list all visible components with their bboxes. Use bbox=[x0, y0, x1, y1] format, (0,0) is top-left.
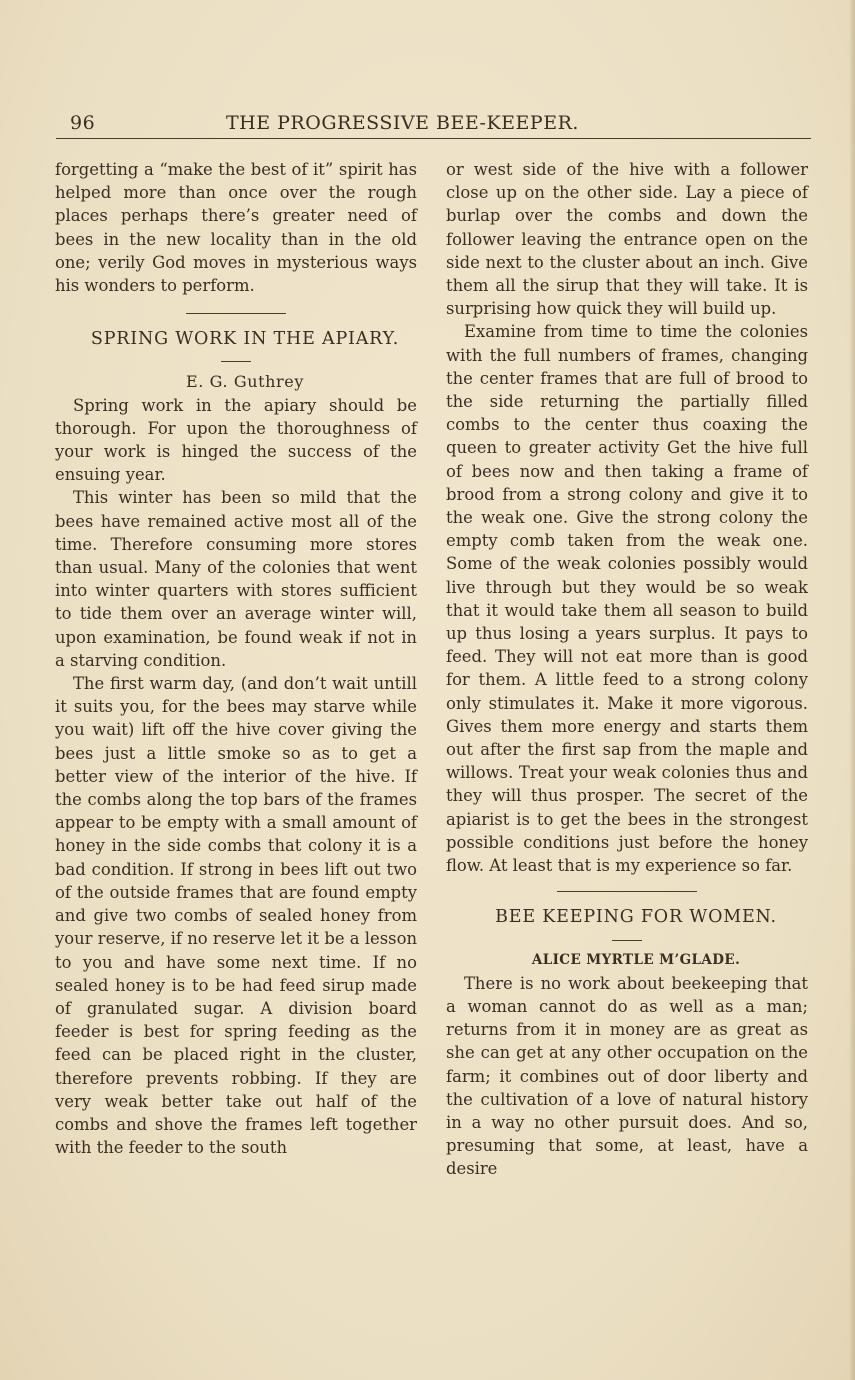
section-divider bbox=[557, 891, 697, 892]
article-author: E. G. Guthrey bbox=[185, 372, 304, 392]
continued-paragraph: forgetting a “make the best of it” spirit has helped more than once over the rough places perhaps there’s greater need of bees in the new locality than in the old one; verily God moves in mysterious ways his wonders to perform. bbox=[55, 160, 417, 296]
body-paragraph: Examine from time to time the colonies with the full numbers of frames, changing the center frames that are full of brood to the side returning the partially filled combs to the center thus coaxing the queen to greater activity Get the hive full of bees now and then taking a frame of brood from a strong colony and give it to the weak one. Give the strong colony the empty comb taken from the weak one. Some of the weak colonies possibly would live through but they would be so weak that it would take them all season to build up thus losing a years surplus. It pays to feed. They will not eat more than is good for them. A little feed to a strong colony only stimulates it. Make it more vigorous. Gives them more energy and starts them out after the first sap from the maple and willows. Treat your weak colonies thus and they will thus prosper. The secret of the apiarist is to get the bees in the strongest possible conditions just before the honey flow. At least that is my experience so far. bbox=[446, 322, 808, 876]
body-paragraph: Spring work in the apiary should be thorough. For upon the thoroughness of your work is hinged the success of the ensuing year. bbox=[55, 395, 417, 485]
article-title: SPRING WORK IN THE APIARY. bbox=[90, 329, 400, 350]
section-divider bbox=[186, 313, 286, 314]
running-title: THE PROGRESSIVE BEE-KEEPER. bbox=[226, 112, 579, 134]
title-divider bbox=[612, 940, 642, 941]
body-paragraph: The first warm day, (and don’t wait untill it suits you, for the bees may starve while you wait) lift off the hive cover giving the bees just a little smoke so as to get a better view of the interior of the hive. If the combs along the top bars of the frames appear to be empty with a small amount of honey in the side combs that colony it is a bad condition. If strong in bees lift out two of the outside frames that are found empty and give two combs of sealed honey from your reserve, if no reserve let it be a lesson to you and have some next time. If no sealed honey is to be had feed sirup made of granulated sugar. A division board feeder is best for spring feeding as the feed can be placed right in the cluster, therefore prevents robbing. If they are very weak better take out half of the combs and shove the frames left together with the feeder to the south bbox=[55, 674, 417, 1158]
left-column bbox=[55, 158, 417, 1159]
header-rule bbox=[56, 138, 811, 139]
body-paragraph: There is no work about beekeeping that a woman cannot do as well as a man; returns from it in money are as great as she can get at any other occupation on the farm; it combines out of door liberty and the cultivation of a love of natural history in a way no other pursuit does. And so, presuming that some, at least, have a desire bbox=[446, 973, 808, 1179]
title-divider bbox=[221, 361, 251, 362]
body-paragraph: This winter has been so mild that the bees have remained active most all of the time. Therefore consuming more stores than usual. Many of the colonies that went into winter quarters with stores sufficient to tide them over an average winter will, upon examination, be found weak if not in a starving condition. bbox=[55, 488, 417, 670]
running-header bbox=[56, 112, 811, 136]
body-paragraph: or west side of the hive with a follower close up on the other side. Lay a piece of burlap over the combs and down the follower leaving the entrance open on the side next to the cluster about an inch. Give them all the sirup that they will take. It is surprising how quick they will build up. bbox=[446, 160, 808, 319]
right-column bbox=[446, 158, 808, 1181]
page-number: 96 bbox=[70, 112, 96, 134]
page-edge-shadow bbox=[849, 0, 855, 1380]
article-title: BEE KEEPING FOR WOMEN. bbox=[495, 907, 777, 928]
article-author: ALICE MYRTLE M’GLADE. bbox=[531, 951, 741, 968]
